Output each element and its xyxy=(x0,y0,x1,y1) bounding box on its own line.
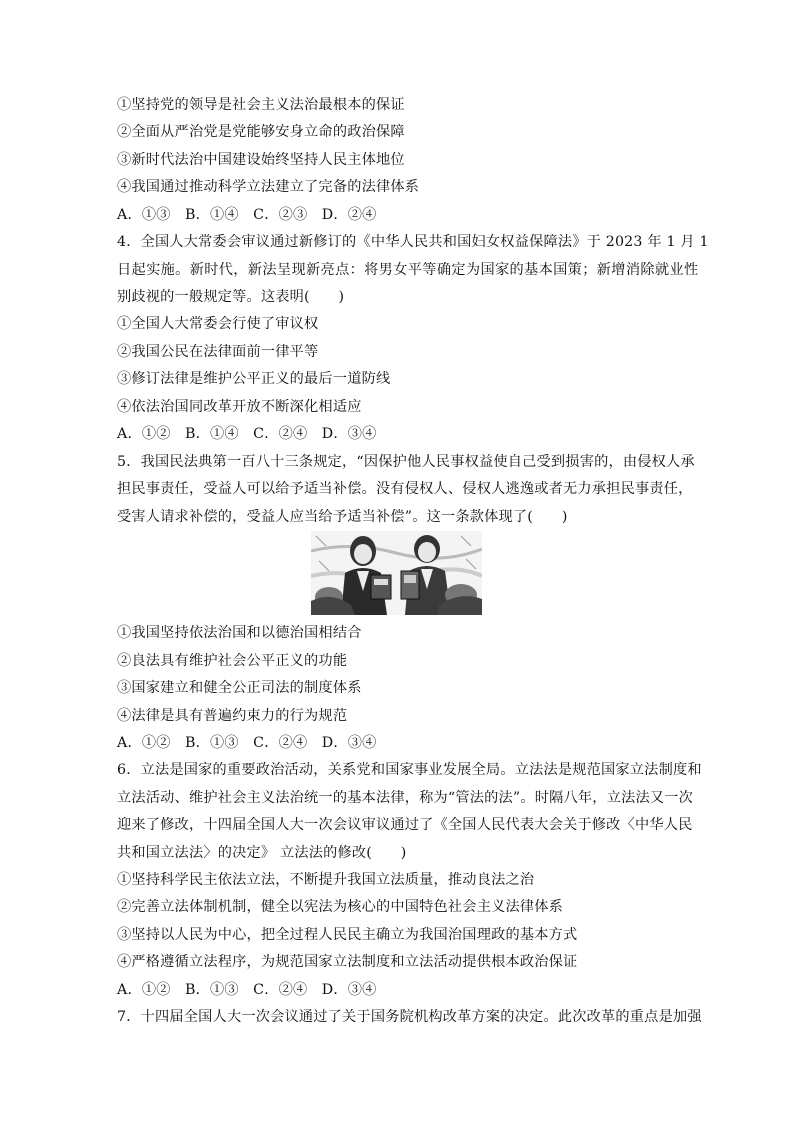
q6-stem-line-4: 共和国立法法〉的决定》 立法法的修改( ) xyxy=(117,845,407,861)
q4-option-4: ④依法治国同改革开放不断深化相适应 xyxy=(117,399,362,415)
q3-option-3: ③新时代法治中国建设始终坚持人民主体地位 xyxy=(117,152,405,168)
cartoon-illustration xyxy=(311,531,482,615)
q5-stem-line-2: 担民事责任，受益人可以给予适当补偿。没有侵权人、侵权人逃逸或者无力承担民事责任， xyxy=(117,481,693,497)
q6-option-4: ④严格遵循立法程序，为规范国家立法制度和立法活动提供根本政治保证 xyxy=(117,954,578,970)
q6-choices: A．①② B．①③ C．②④ D．③④ xyxy=(117,982,377,998)
q5-choices: A．①② B．①③ C．②④ D．③④ xyxy=(117,735,377,751)
q4-option-2: ②我国公民在法律面前一律平等 xyxy=(117,344,319,360)
q4-option-1: ①全国人大常委会行使了审议权 xyxy=(117,316,319,332)
q5-option-1: ①我国坚持依法治国和以德治国相结合 xyxy=(117,625,362,641)
q3-option-4: ④我国通过推动科学立法建立了完备的法律体系 xyxy=(117,179,420,195)
q4-stem-line-3: 别歧视的一般规定等。这表明( ) xyxy=(117,289,345,305)
q3-option-1: ①坚持党的领导是社会主义法治最根本的保证 xyxy=(117,97,405,113)
q3-option-2: ②全面从严治党是党能够安身立命的政治保障 xyxy=(117,124,405,140)
q6-stem-line-2: 立法活动、维护社会主义法治统一的基本法律，称为“管法的法”。时隔八年，立法法又一次 xyxy=(117,790,694,806)
q5-stem-line-3: 受害人请求补偿的，受益人应当给予适当补偿”。这一条款体现了( ) xyxy=(117,509,568,525)
cartoon-image xyxy=(311,531,482,615)
q6-option-1: ①坚持科学民主依法立法，不断提升我国立法质量，推动良法之治 xyxy=(117,872,535,888)
q6-option-2: ②完善立法体制机制，健全以宪法为核心的中国特色社会主义法律体系 xyxy=(117,899,564,915)
q4-stem-line-2: 日起实施。新时代，新法呈现新亮点：将男女平等确定为国家的基本国策；新增消除就业性 xyxy=(117,262,699,278)
q7-stem-line-1: 7．十四届全国人大一次会议通过了关于国务院机构改革方案的决定。此次改革的重点是加强 xyxy=(117,1009,702,1025)
q5-option-4: ④法律是具有普遍约束力的行为规范 xyxy=(117,708,348,724)
q6-option-3: ③坚持以人民为中心，把全过程人民民主确立为我国治国理政的基本方式 xyxy=(117,927,578,943)
q4-choices: A．①② B．①④ C．②④ D．③④ xyxy=(117,426,377,442)
q5-option-2: ②良法具有维护社会公平正义的功能 xyxy=(117,653,348,669)
q4-stem-line-1: 4．全国人大常委会审议通过新修订的《中华人民共和国妇女权益保障法》于 2023 年 1 月 1 xyxy=(117,234,709,250)
q3-choices: A．①③ B．①④ C．②③ D．②④ xyxy=(117,207,377,223)
q4-option-3: ③修订法律是维护公平正义的最后一道防线 xyxy=(117,371,391,387)
q5-stem-line-1: 5．我国民法典第一百八十三条规定，“因保护他人民事权益使自己受到损害的，由侵权人承 xyxy=(117,454,695,470)
q6-stem-line-1: 6．立法是国家的重要政治活动，关系党和国家事业发展全局。立法法是规范国家立法制度和 xyxy=(117,762,702,778)
q6-stem-line-3: 迎来了修改，十四届全国人大一次会议审议通过了《全国人民代表大会关于修改〈中华人民 xyxy=(117,817,693,833)
q5-option-3: ③国家建立和健全公正司法的制度体系 xyxy=(117,680,362,696)
